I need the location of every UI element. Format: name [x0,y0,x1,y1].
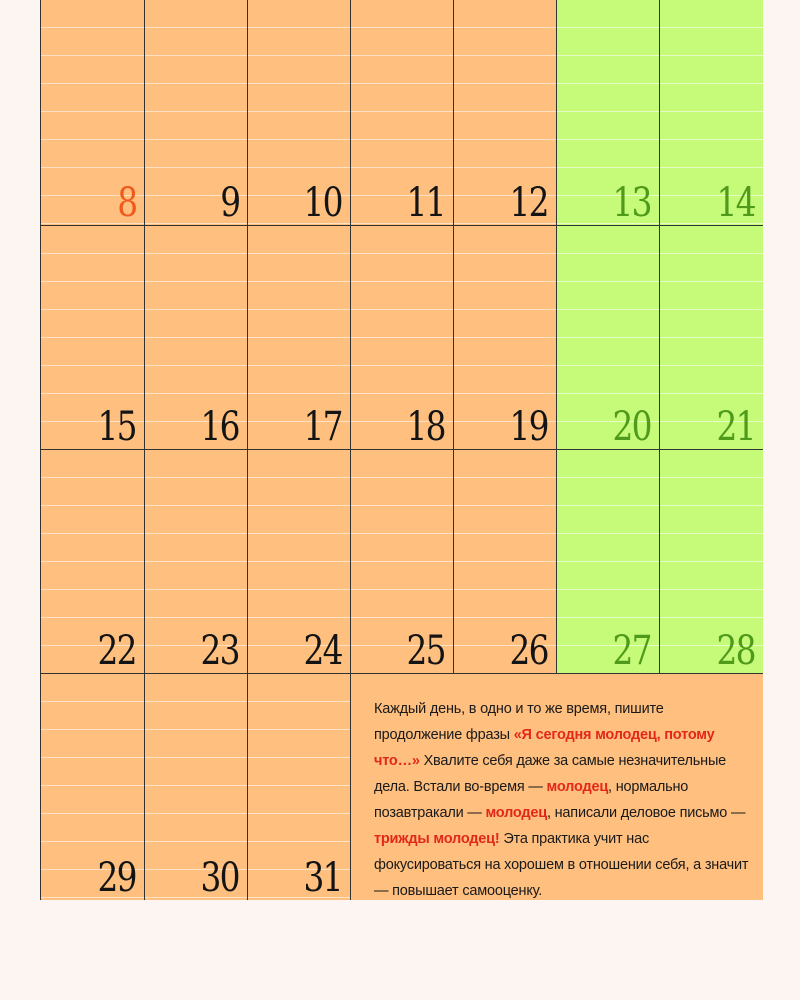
day-number: 21 [716,404,755,450]
tip-note [351,674,763,900]
day-number: 15 [97,404,136,450]
day-number: 29 [97,855,136,901]
tip-highlight: молодец [485,805,547,821]
calendar-grid [40,0,762,900]
day-number: 23 [200,628,239,674]
day-number: 24 [303,628,342,674]
day-cell[interactable] [454,0,557,226]
day-cell[interactable] [145,0,248,226]
day-cell[interactable] [41,0,145,226]
weekend-day-cell[interactable] [557,450,660,674]
day-number: 19 [509,404,548,450]
day-number: 28 [716,628,755,674]
tip-text [374,696,749,904]
day-cell[interactable] [41,450,145,674]
day-cell[interactable] [248,450,351,674]
day-cell[interactable] [248,0,351,226]
weekend-day-cell[interactable] [660,226,763,450]
day-number: 17 [303,404,342,450]
day-number: 30 [200,855,239,901]
weekend-day-cell[interactable] [557,0,660,226]
day-number: 9 [219,180,239,226]
day-number: 12 [509,180,548,226]
day-number: 31 [303,855,342,901]
day-cell[interactable] [145,226,248,450]
tip-text-part: Эта практика учит нас фокусироваться на хорошем в отношении себя, а значит — повышает самооценку. [374,831,749,899]
day-number: 18 [406,404,445,450]
weekend-day-cell[interactable] [557,226,660,450]
tip-highlight: «Я сегодня молодец, потому что…» [374,727,715,769]
weekend-day-cell[interactable] [660,450,763,674]
tip-text-part: Хвалите себя даже за самые незначительные дела. Встали во-время — [374,753,727,795]
tip-text-part: , нормально позавтракали — [374,779,689,821]
tip-text-part: , написали деловое письмо — [546,805,746,821]
day-cell[interactable] [145,450,248,674]
day-number: 27 [612,628,651,674]
day-number: 16 [200,404,239,450]
day-cell[interactable] [454,226,557,450]
day-cell[interactable] [248,226,351,450]
day-number: 22 [97,628,136,674]
day-cell[interactable] [145,674,248,900]
day-number: 8 [116,180,136,226]
day-number: 25 [406,628,445,674]
day-cell[interactable] [351,450,454,674]
day-cell[interactable] [454,450,557,674]
day-cell[interactable] [351,226,454,450]
day-number: 11 [406,180,445,226]
tip-text-part: Каждый день, в одно и то же время, пишите продолжение фразы [374,701,664,743]
day-cell[interactable] [41,226,145,450]
day-cell[interactable] [351,0,454,226]
day-number: 26 [509,628,548,674]
day-number: 10 [303,180,342,226]
day-cell[interactable] [41,674,145,900]
weekend-day-cell[interactable] [660,0,763,226]
day-cell[interactable] [248,674,351,900]
tip-highlight: молодец [546,779,609,795]
day-number: 13 [612,180,651,226]
day-number: 20 [612,404,651,450]
tip-highlight: трижды молодец! [374,831,500,847]
day-number: 14 [716,180,755,226]
